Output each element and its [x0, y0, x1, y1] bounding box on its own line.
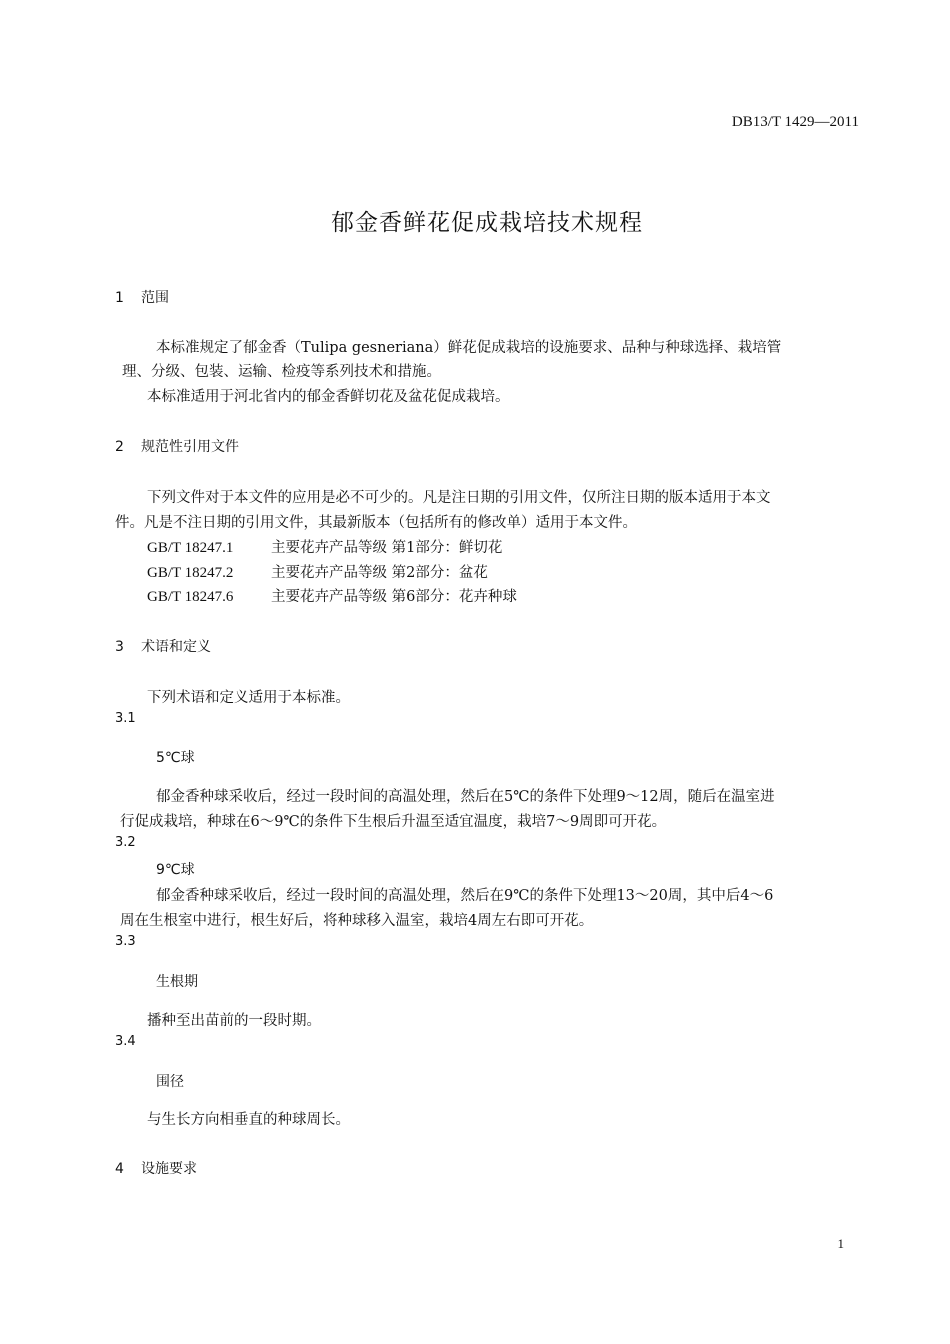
- section-title: 规范性引用文件: [141, 439, 239, 455]
- section-number: 4: [115, 1161, 124, 1177]
- term-name: 围径: [156, 1074, 184, 1090]
- section-title: 范围: [141, 290, 169, 306]
- reference-code: GB/T 18247.6: [147, 589, 234, 605]
- section-title: 术语和定义: [141, 639, 211, 655]
- reference-title: 主要花卉产品等级 第2部分：盆花: [271, 565, 488, 581]
- section-2-heading: [115, 436, 239, 456]
- term-definition-line-1: 与生长方向相垂直的种球周长。: [147, 1112, 350, 1128]
- term-name: 9℃球: [156, 862, 195, 878]
- term-number: 3.3: [115, 934, 136, 949]
- s1-paragraph-1-line-2: 理、分级、包装、运输、检疫等系列技术和措施。: [122, 364, 441, 380]
- reference-title: 主要花卉产品等级 第1部分：鲜切花: [271, 540, 503, 556]
- document-title: 郁金香鲜花促成栽培技术规程: [331, 210, 643, 236]
- section-number: 3: [115, 639, 124, 655]
- reference-title: 主要花卉产品等级 第6部分：花卉种球: [271, 589, 517, 605]
- normative-reference: [147, 561, 488, 582]
- reference-code: GB/T 18247.1: [147, 540, 234, 556]
- term-number: 3.4: [115, 1034, 136, 1049]
- term-definition-line-1: 郁金香种球采收后，经过一段时间的高温处理，然后在5℃的条件下处理9～12周，随后在温室进: [156, 789, 775, 805]
- term-definition-line-1: 播种至出苗前的一段时期。: [147, 1013, 321, 1029]
- term-name: 生根期: [156, 974, 198, 990]
- section-number: 1: [115, 290, 124, 306]
- term-definition-line-2: 行促成栽培，种球在6～9℃的条件下生根后升温至适宜温度，栽培7～9周即可开花。: [120, 814, 667, 830]
- s1-paragraph-2: 本标准适用于河北省内的郁金香鲜切花及盆花促成栽培。: [147, 389, 510, 405]
- normative-reference: [147, 585, 517, 606]
- reference-code: GB/T 18247.2: [147, 565, 234, 581]
- section-number: 2: [115, 439, 124, 455]
- normative-reference: [147, 536, 502, 557]
- standard-code: DB13/T 1429—2011: [731, 114, 859, 130]
- term-number: 3.2: [115, 835, 136, 850]
- section-4-heading: [115, 1158, 197, 1178]
- term-number: 3.1: [115, 711, 136, 726]
- section-3-heading: [115, 636, 211, 656]
- s2-paragraph-line-2: 件。凡是不注日期的引用文件，其最新版本（包括所有的修改单）适用于本文件。: [115, 515, 637, 531]
- s1-paragraph-1-line-1: 本标准规定了郁金香（Tulipa gesneriana）鲜花促成栽培的设施要求、品种与种球选择、栽培管: [156, 340, 782, 356]
- page-number: 1: [837, 1236, 844, 1251]
- term-definition-line-2: 周在生根室中进行，根生好后，将种球移入温室，栽培4周左右即可开花。: [120, 913, 594, 929]
- section-1-heading: [115, 287, 169, 307]
- section-title: 设施要求: [141, 1161, 197, 1177]
- s2-paragraph-line-1: 下列文件对于本文件的应用是必不可少的。凡是注日期的引用文件，仅所注日期的版本适用于本文: [147, 490, 771, 506]
- term-name: 5℃球: [156, 750, 195, 766]
- s3-intro: 下列术语和定义适用于本标准。: [147, 690, 350, 706]
- term-definition-line-1: 郁金香种球采收后，经过一段时间的高温处理，然后在9℃的条件下处理13～20周，其中后4～6: [156, 888, 774, 904]
